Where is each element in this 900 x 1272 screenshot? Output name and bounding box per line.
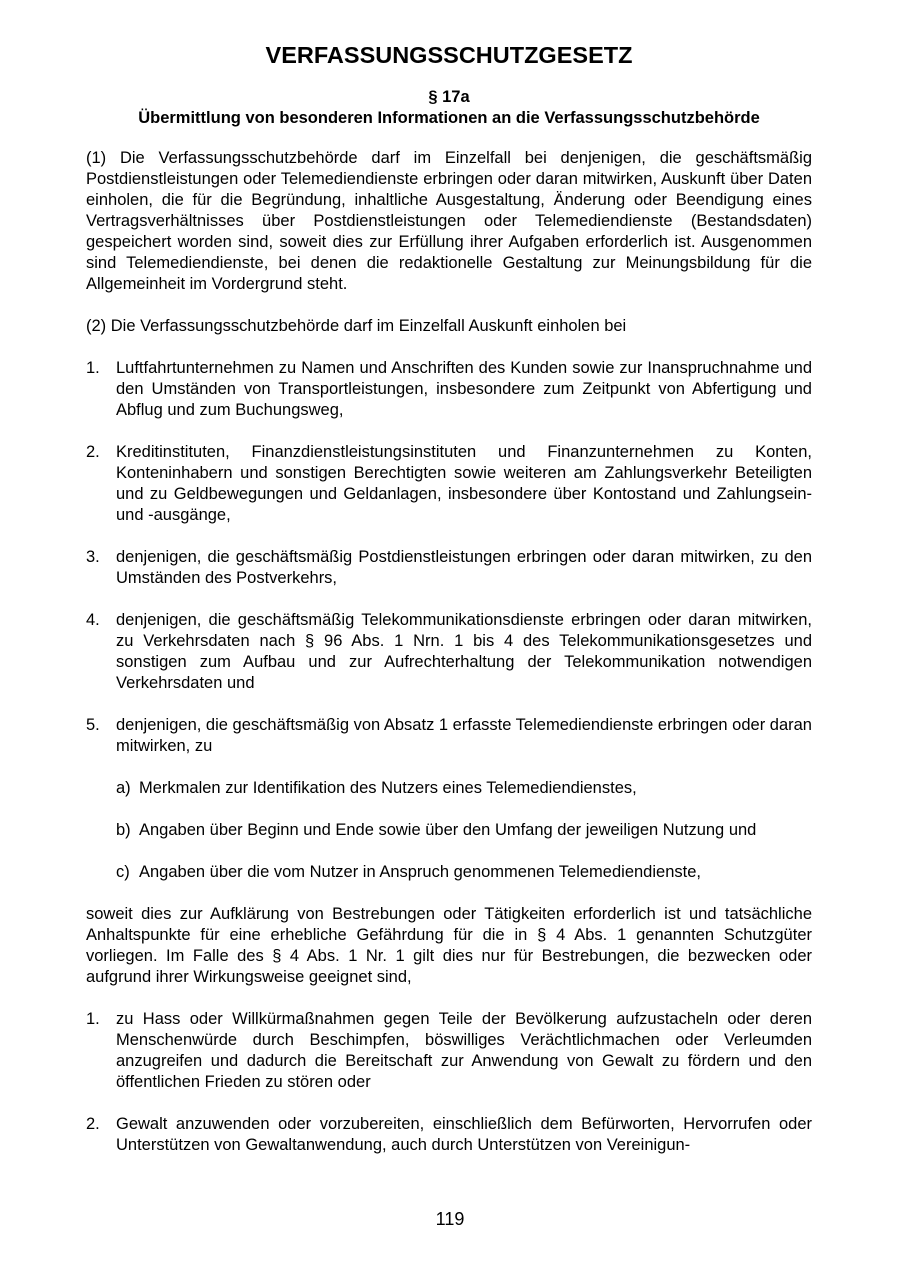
sublist-item bbox=[116, 820, 812, 841]
list-item-number: 4. bbox=[86, 611, 100, 629]
list-item-number: 1. bbox=[86, 1010, 100, 1028]
paragraph-2-intro: (2) Die Verfassungsschutzbehörde darf im Einzelfall Auskunft einholen bei bbox=[86, 317, 627, 335]
sublist-item bbox=[116, 778, 812, 799]
list-item bbox=[86, 1009, 812, 1093]
list-item bbox=[86, 547, 812, 589]
paragraph-3: soweit dies zur Aufklärung von Bestrebungen oder Tätigkeiten erforderlich ist und tatsächliche Anhaltspunkte für eine erhebliche Gefährdung für die in § 4 Abs. 1 genannten Schutzgüter vorliegen. Im Falle des § 4 Abs. 1 Nr. 1 gilt dies nur für Bestrebungen, die bezwecken oder aufgrund ihrer Wirkungsweise geeignet sind, bbox=[86, 905, 812, 986]
list-item-text: Luftfahrtunternehmen zu Namen und Anschriften des Kunden sowie zur Inanspruchnahme und den Umständen von Transportleistungen, insbesondere zum Zeitpunkt von Abfertigung und Abflug und zum Buchungsweg, bbox=[116, 359, 812, 419]
list-item-number: 2. bbox=[86, 443, 100, 461]
list-item-number: 5. bbox=[86, 716, 100, 734]
sublist-item bbox=[116, 862, 812, 883]
list-item-text: Gewalt anzuwenden oder vorzubereiten, einschließlich dem Befürworten, Hervorrufen oder Unterstützen von Gewaltanwendung, auch durch Unterstützen von Vereinigun- bbox=[116, 1115, 812, 1154]
sublist-item-letter: c) bbox=[116, 863, 130, 881]
section-body bbox=[86, 148, 812, 1177]
list-item-text: Kreditinstituten, Finanzdienstleistungsinstituten und Finanzunternehmen zu Konten, Konteninhabern und sonstigen Berechtigten sowie weiteren am Zahlungsverkehr Beteiligten und zu Geldbewegungen und Geldanlagen, insbesondere über Kontostand und Zahlungsein- und -ausgänge, bbox=[116, 443, 812, 524]
list-item-number: 3. bbox=[86, 548, 100, 566]
list-item bbox=[86, 715, 812, 757]
sublist-item-letter: b) bbox=[116, 821, 131, 839]
list-item-text: denjenigen, die geschäftsmäßig Telekommunikationsdienste erbringen oder daran mitwirken, zu Verkehrsdaten nach § 96 Abs. 1 Nrn. 1 bis 4 des Telekommunikationsgesetzes und sonstigen zum Aufbau und zur Aufrechterhaltung der Telekommunikation notwendigen Verkehrsdaten und bbox=[116, 611, 812, 692]
paragraph-1: (1) Die Verfassungsschutzbehörde darf im Einzelfall bei denjenigen, die geschäftsmäßig Postdienstleistungen oder Telemediendienste erbringen oder daran mitwirken, Auskunft über Daten einholen, die für die Begründung, inhaltliche Ausgestaltung, Änderung oder Beendigung eines Vertragsverhältnisses über Postdienstleistungen oder Telemediendienste (Bestandsdaten) gespeichert worden sind, soweit dies zur Erfüllung ihrer Aufgaben erforderlich ist. Ausgenommen sind Telemediendienste, bei denen die redaktionelle Gestaltung zur Meinungsbildung für die Allgemeinheit im Vordergrund steht. bbox=[86, 149, 812, 293]
section-number: § 17a bbox=[428, 88, 470, 106]
document-title: VERFASSUNGSSCHUTZGESETZ bbox=[265, 42, 633, 68]
list-item-number: 2. bbox=[86, 1115, 100, 1133]
list-item-text: zu Hass oder Willkürmaßnahmen gegen Teile der Bevölkerung aufzustacheln oder deren Menschenwürde durch Beschimpfen, böswilliges Verächtlichmachen oder Verleumden anzugreifen und dadurch die Bereitschaft zur Anwendung von Gewalt zu fördern und den öffentlichen Frieden zu stören oder bbox=[116, 1010, 812, 1091]
list-item-text: denjenigen, die geschäftsmäßig Postdienstleistungen erbringen oder daran mitwirken, zu den Umständen des Postverkehrs, bbox=[116, 548, 812, 587]
list-item-text: denjenigen, die geschäftsmäßig von Absatz 1 erfasste Telemediendienste erbringen oder daran mitwirken, zu bbox=[116, 716, 812, 755]
sublist-item-text: Merkmalen zur Identifikation des Nutzers eines Telemediendienstes, bbox=[139, 779, 637, 797]
list-item bbox=[86, 1114, 812, 1156]
list-item bbox=[86, 610, 812, 694]
section-title: Übermittlung von besonderen Informationen an die Verfassungsschutzbehörde bbox=[138, 109, 760, 127]
sublist-item-letter: a) bbox=[116, 779, 131, 797]
page-number: 119 bbox=[435, 1209, 465, 1229]
list-item bbox=[86, 358, 812, 421]
sublist-item-text: Angaben über Beginn und Ende sowie über den Umfang der jeweiligen Nutzung und bbox=[139, 821, 757, 839]
list-item bbox=[86, 442, 812, 526]
sublist-item-text: Angaben über die vom Nutzer in Anspruch genommenen Telemediendienste, bbox=[139, 863, 701, 881]
list-item-number: 1. bbox=[86, 359, 100, 377]
